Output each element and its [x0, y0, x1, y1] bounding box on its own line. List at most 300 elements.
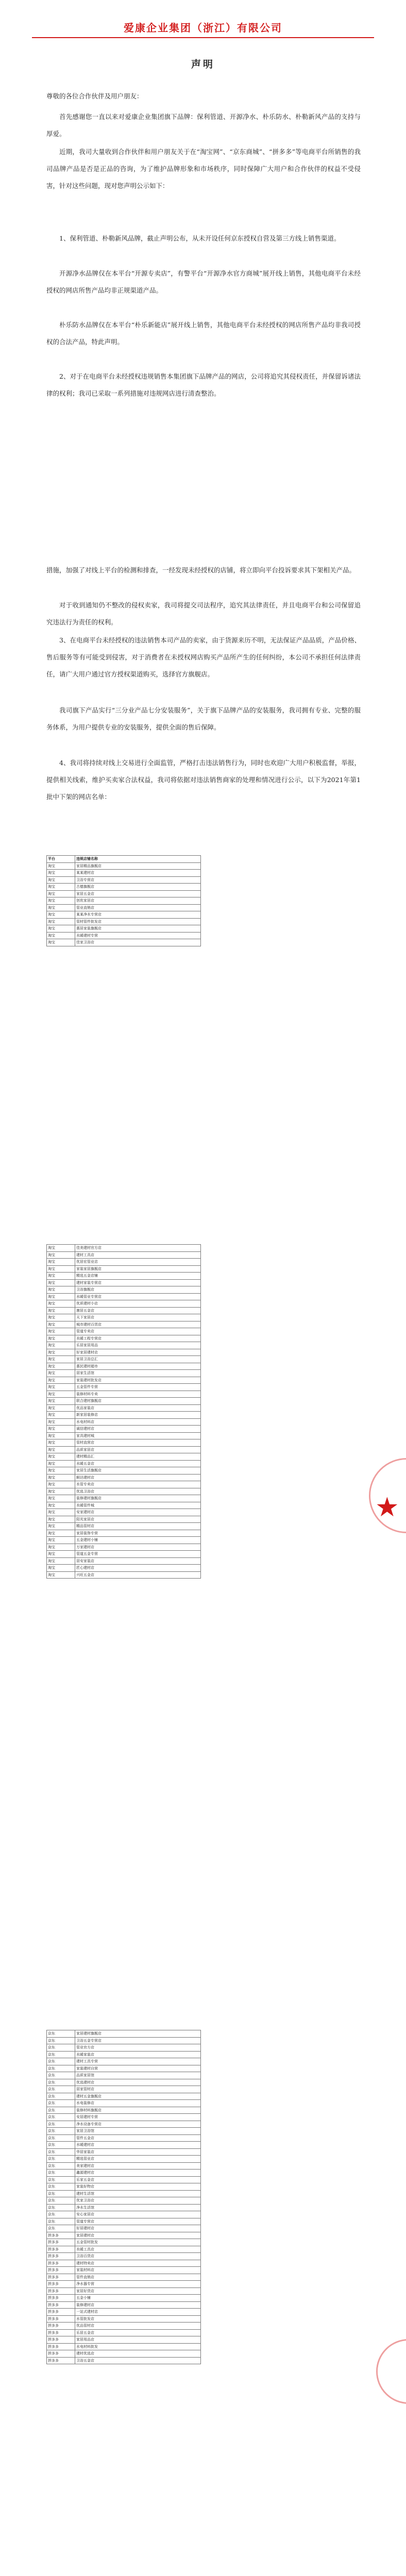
table-row — [47, 904, 201, 911]
cell-store-name: 家居五金店 — [75, 890, 201, 897]
cell-store-name: 精选五金店铺 — [75, 1273, 201, 1280]
cell-platform: 京东 — [47, 2225, 75, 2232]
cell-store-name: 居安家装店 — [75, 1557, 201, 1565]
table-row — [47, 2183, 201, 2191]
cell-store-name: 管道五金专营 — [75, 1551, 201, 1558]
cell-store-name: 管道专营店 — [75, 2218, 201, 2225]
cell-platform: 京东 — [47, 2114, 75, 2121]
cell-platform: 拼多多 — [47, 2239, 75, 2246]
closing-statement — [46, 2571, 361, 2576]
cell-store-name: 建材工具专营 — [75, 2058, 201, 2065]
cell-store-name: 佳美建材官方店 — [75, 1245, 201, 1252]
cell-store-name: 佳家卫浴店 — [75, 939, 201, 946]
cell-store-name: 天下家居店 — [75, 1314, 201, 1321]
cell-platform: 京东 — [47, 2197, 75, 2205]
cell-store-name: 家居装饰专营 — [75, 1530, 201, 1537]
cell-platform: 淘宝 — [47, 1265, 75, 1273]
cell-store-name: 管业直销店 — [75, 904, 201, 911]
cell-platform: 淘宝 — [47, 1565, 75, 1572]
offender-table-3 — [46, 2030, 201, 2364]
table-row — [47, 1502, 201, 1509]
cell-store-name: 五金管材批发 — [75, 2239, 201, 2246]
table-row — [47, 884, 201, 891]
table-row — [47, 1293, 201, 1300]
table-header-row — [47, 856, 201, 863]
cell-store-name: 水暖工程专营店 — [75, 1335, 201, 1342]
cell-platform: 淘宝 — [47, 1251, 75, 1259]
cell-platform: 淘宝 — [47, 1571, 75, 1579]
cell-platform: 淘宝 — [47, 1307, 75, 1314]
cell-store-name: 居家生活馆 — [75, 1370, 201, 1377]
paragraph-10: 我司旗下产品实行“三分业产品七分安装服务”，关于旗下品牌产品的安装服务，我司拥有专业、完整的服务体系，为用户提供专业的安装服务，提供全面的售后保障。 — [46, 706, 361, 731]
cell-platform: 京东 — [47, 2121, 75, 2128]
table-row — [47, 2218, 201, 2225]
table-row — [47, 1363, 201, 1370]
cell-platform: 淘宝 — [47, 1293, 75, 1300]
paragraph-5: 朴乐防水品牌仅在本平台“朴乐新能店”展开线上销售，其他电商平台未经授权的网店所售产品均非我司授权的合法产品，特此声明。 — [46, 321, 361, 346]
table-row — [47, 1474, 201, 1481]
cell-store-name: 乐家五金店 — [75, 2176, 201, 2183]
cell-store-name: 水暖五金店 — [75, 1460, 201, 1467]
cell-store-name: 水暖管件城 — [75, 1502, 201, 1509]
table-row — [47, 2030, 201, 2038]
table-row — [47, 2079, 201, 2086]
cell-platform: 淘宝 — [47, 1335, 75, 1342]
cell-platform: 拼多多 — [47, 2260, 75, 2267]
table-row — [47, 1495, 201, 1502]
table-row — [47, 1467, 201, 1475]
cell-store-name: 惠居家装旗舰店 — [75, 925, 201, 933]
table-row — [47, 1453, 201, 1461]
cell-platform: 淘宝 — [47, 1398, 75, 1405]
table-row — [47, 2072, 201, 2079]
cell-store-name: 卫浴百货店 — [75, 2253, 201, 2260]
table-row — [47, 1335, 201, 1342]
cell-platform: 淘宝 — [47, 1363, 75, 1370]
table-row — [47, 1265, 201, 1273]
table-row — [47, 2211, 201, 2218]
cell-platform: 京东 — [47, 2176, 75, 2183]
cell-store-name: 鑫源建材店 — [75, 2170, 201, 2177]
cell-store-name: 安家建材店 — [75, 1509, 201, 1516]
paragraph-9: 3、在电商平台未经授权的违法销售本司产品的卖家，由于货源来历不明，无法保证产品品质，产品价格、售后服务等有可能受到侵害，对于消费者在未授权网店购买产品所产生的任何纠纷，本公司不承担任何法律责任，请广大用户通过官方授权渠道购买，选择官方旗舰店。 — [46, 636, 361, 678]
cell-store-name: 优选建材店 — [75, 2079, 201, 2086]
table-row — [47, 1571, 201, 1579]
cell-store-name: 好居建材店 — [75, 2225, 201, 2232]
table-row — [47, 2162, 201, 2170]
header-divider — [32, 37, 374, 38]
table-row — [47, 2142, 201, 2149]
cell-store-name: 管业官方店 — [75, 2044, 201, 2052]
table-row — [47, 2121, 201, 2128]
cell-platform: 京东 — [47, 2128, 75, 2135]
cell-platform: 拼多多 — [47, 2329, 75, 2336]
table-row — [47, 2309, 201, 2316]
cell-store-name: 建材生活馆 — [75, 2190, 201, 2197]
cell-store-name: 净水器专营 — [75, 2281, 201, 2288]
table-row — [47, 2232, 201, 2239]
cell-platform: 拼多多 — [47, 2343, 75, 2350]
cell-store-name: 一站式建材店 — [75, 2309, 201, 2316]
table-row — [47, 2044, 201, 2052]
table-row — [47, 1286, 201, 1294]
cell-store-name: 建材五金旗舰店 — [75, 2093, 201, 2100]
table-row — [47, 876, 201, 884]
table-row — [47, 1551, 201, 1558]
table-row — [47, 1418, 201, 1426]
cell-store-name: 家居精品旗舰店 — [75, 862, 201, 870]
table-row — [47, 1481, 201, 1488]
cell-store-name: 优居宏管业店 — [75, 1259, 201, 1266]
cell-platform: 淘宝 — [47, 1557, 75, 1565]
cell-platform: 拼多多 — [47, 2315, 75, 2323]
cell-store-name: 卫浴五金专营店 — [75, 2037, 201, 2044]
table-row — [47, 1439, 201, 1447]
cell-platform: 京东 — [47, 2037, 75, 2044]
cell-platform: 京东 — [47, 2142, 75, 2149]
table-row — [47, 2239, 201, 2246]
table-row — [47, 2343, 201, 2350]
cell-platform: 淘宝 — [47, 1245, 75, 1252]
cell-platform: 淘宝 — [47, 1523, 75, 1530]
cell-platform: 拼多多 — [47, 2287, 75, 2295]
table-row — [47, 1565, 201, 1572]
cell-store-name: 建材工具店 — [75, 1251, 201, 1259]
table-row — [47, 1259, 201, 1266]
cell-store-name: 水电装修店 — [75, 2100, 201, 2107]
table-row — [47, 2260, 201, 2267]
cell-platform: 淘宝 — [47, 939, 75, 946]
cell-platform: 淘宝 — [47, 1530, 75, 1537]
table-row — [47, 2295, 201, 2302]
cell-platform: 京东 — [47, 2134, 75, 2142]
cell-platform: 淘宝 — [47, 1551, 75, 1558]
cell-platform: 淘宝 — [47, 1537, 75, 1544]
cell-platform: 拼多多 — [47, 2357, 75, 2364]
cell-platform: 京东 — [47, 2162, 75, 2170]
cell-platform: 淘宝 — [47, 1259, 75, 1266]
cell-platform: 淘宝 — [47, 1273, 75, 1280]
offender-table-1 — [46, 855, 201, 946]
table-row — [47, 2190, 201, 2197]
table-row — [47, 1377, 201, 1384]
cell-store-name: 某某建材店 — [75, 870, 201, 877]
cell-store-name: 匠心建材店 — [75, 1565, 201, 1572]
cell-store-name: 卫浴旗舰店 — [75, 1286, 201, 1294]
cell-platform: 淘宝 — [47, 862, 75, 870]
cell-platform: 京东 — [47, 2093, 75, 2100]
cell-platform: 京东 — [47, 2030, 75, 2038]
table-row — [47, 1557, 201, 1565]
paragraph-6: 2、对于在电商平台未经授权违规销售本集团旗下品牌产品的网店，公司将追究其侵权责任，并保留诉诸法律的权利；我司已采取一系列措施对违规网店进行清查整治。 — [46, 372, 361, 397]
cell-platform: 拼多多 — [47, 2323, 75, 2330]
cell-store-name: 乐居五金店 — [75, 2329, 201, 2336]
cell-store-name: 建材优选店 — [75, 2350, 201, 2358]
cell-platform: 拼多多 — [47, 2267, 75, 2274]
cell-platform: 淘宝 — [47, 1314, 75, 1321]
cell-platform: 淘宝 — [47, 1467, 75, 1475]
table-row — [47, 2329, 201, 2336]
cell-platform: 淘宝 — [47, 1321, 75, 1328]
cell-platform: 京东 — [47, 2086, 75, 2093]
table-row — [47, 1349, 201, 1356]
table-row — [47, 2301, 201, 2309]
table-row — [47, 918, 201, 925]
cell-platform: 淘宝 — [47, 1460, 75, 1467]
table-row — [47, 1530, 201, 1537]
cell-platform: 淘宝 — [47, 876, 75, 884]
cell-store-name: 安居建材专营 — [75, 2114, 201, 2121]
cell-platform: 淘宝 — [47, 890, 75, 897]
cell-store-name: 水暖家装店 — [75, 2051, 201, 2058]
cell-store-name: 水电材料店 — [75, 1418, 201, 1426]
cell-platform: 京东 — [47, 2044, 75, 2052]
cell-platform: 淘宝 — [47, 1502, 75, 1509]
table-row — [47, 2114, 201, 2121]
cell-platform: 京东 — [47, 2065, 75, 2072]
cell-platform: 淘宝 — [47, 1509, 75, 1516]
table-row — [47, 2357, 201, 2364]
table-row — [47, 2315, 201, 2323]
cell-store-name: 乐居家居用品 — [75, 1342, 201, 1349]
cell-store-name: 家居建材旗舰店 — [75, 2030, 201, 2038]
cell-store-name: 万家建材店 — [75, 1544, 201, 1551]
cell-store-name: 家居生活旗舰店 — [75, 1467, 201, 1475]
cell-store-name: 品质家居馆 — [75, 2072, 201, 2079]
cell-store-name: 家装家居旗舰店 — [75, 1265, 201, 1273]
table-row — [47, 2058, 201, 2065]
cell-platform: 淘宝 — [47, 884, 75, 891]
table-row — [47, 1398, 201, 1405]
table-row — [47, 1412, 201, 1419]
cell-store-name: 兴旺五金店 — [75, 1571, 201, 1579]
cell-platform: 淘宝 — [47, 1432, 75, 1439]
cell-platform: 淘宝 — [47, 911, 75, 919]
table-row — [47, 897, 201, 905]
table-row — [47, 2287, 201, 2295]
cell-store-name: 管件五金店 — [75, 2134, 201, 2142]
cell-platform: 京东 — [47, 2051, 75, 2058]
cell-store-name: 优品家装店 — [75, 1404, 201, 1412]
cell-platform: 京东 — [47, 2100, 75, 2107]
cell-store-name: 水暖管业专营店 — [75, 1293, 201, 1300]
cell-store-name: 顺达建材店 — [75, 1474, 201, 1481]
table-row — [47, 1251, 201, 1259]
cell-platform: 淘宝 — [47, 1328, 75, 1335]
cell-platform: 拼多多 — [47, 2295, 75, 2302]
cell-platform: 京东 — [47, 2204, 75, 2211]
cell-store-name: 创优家居店 — [75, 897, 201, 905]
table-row — [47, 939, 201, 946]
cell-store-name: 品质家居店 — [75, 1446, 201, 1453]
cell-platform: 拼多多 — [47, 2336, 75, 2344]
cell-platform: 淘宝 — [47, 1481, 75, 1488]
cell-store-name: 净水设备专营店 — [75, 2121, 201, 2128]
cell-platform: 淘宝 — [47, 932, 75, 939]
cell-platform: 拼多多 — [47, 2301, 75, 2309]
cell-store-name: 装修建材店 — [75, 2301, 201, 2309]
cell-store-name: 管件直销店 — [75, 2274, 201, 2281]
cell-platform: 淘宝 — [47, 1356, 75, 1363]
header-platform: 平台 — [47, 856, 75, 863]
cell-platform: 淘宝 — [47, 1412, 75, 1419]
cell-platform: 淘宝 — [47, 1474, 75, 1481]
cell-store-name: 家居用品店 — [75, 2336, 201, 2344]
table-row — [47, 2065, 201, 2072]
paragraph-7: 措施，加强了对线上平台的检测和排查，一经发现未经授权的店铺，将立即向平台投诉要求其下架相关产品。 — [46, 566, 356, 574]
cell-store-name: 五金管件专营 — [75, 1384, 201, 1391]
cell-platform: 淘宝 — [47, 1300, 75, 1308]
cell-platform: 京东 — [47, 2079, 75, 2086]
table-row — [47, 2253, 201, 2260]
cell-platform: 京东 — [47, 2170, 75, 2177]
cell-store-name: 净水生活馆 — [75, 2204, 201, 2211]
table-row — [47, 2274, 201, 2281]
cell-platform: 淘宝 — [47, 1377, 75, 1384]
cell-platform: 淘宝 — [47, 1439, 75, 1447]
table-row — [47, 1523, 201, 1530]
table-row — [47, 2336, 201, 2344]
cell-store-name: 水电材料批发 — [75, 2343, 201, 2350]
table-row — [47, 2148, 201, 2156]
cell-store-name: 水管批发店 — [75, 2315, 201, 2323]
cell-store-name: 优家卫浴店 — [75, 2197, 201, 2205]
cell-platform: 淘宝 — [47, 1488, 75, 1495]
paragraph-3: 1、保利管道、朴勒新风品牌，截止声明公布，从未开设任何京东授权自营及第三方线上销售渠道。 — [59, 234, 341, 242]
cell-platform: 淘宝 — [47, 925, 75, 933]
table-row — [47, 1356, 201, 1363]
cell-platform: 淘宝 — [47, 1446, 75, 1453]
cell-platform: 淘宝 — [47, 918, 75, 925]
cell-store-name: 安心家居店 — [75, 2211, 201, 2218]
cell-platform: 京东 — [47, 2211, 75, 2218]
table-row — [47, 1273, 201, 1280]
table-row — [47, 2170, 201, 2177]
cell-store-name: 精品管材店 — [75, 1523, 201, 1530]
table-row — [47, 1245, 201, 1252]
table-row — [47, 1404, 201, 1412]
table-row — [47, 2093, 201, 2100]
cell-store-name: 康居五金店 — [75, 1307, 201, 1314]
cell-platform: 淘宝 — [47, 1418, 75, 1426]
table-row — [47, 1328, 201, 1335]
cell-store-name: 水暖建材专营 — [75, 932, 201, 939]
table-row — [47, 1516, 201, 1523]
header-store: 违规店铺名称 — [75, 856, 201, 863]
table-row — [47, 1544, 201, 1551]
offender-table-2 — [46, 1244, 201, 1579]
table-row — [47, 1460, 201, 1467]
table-row — [47, 932, 201, 939]
table-row — [47, 2225, 201, 2232]
cell-store-name: 管材直营店 — [75, 1439, 201, 1447]
paragraph-11: 4、我司将持续对线上交易进行全面监管，严格打击违法销售行为，同时也欢迎广大用户积极监督，举报，提供相关线索，维护买卖家合法权益，我司将依据对违法销售商家的处理和情况进行公示，以下为2021年第1批中下架的网店名单： — [46, 759, 361, 801]
cell-platform: 京东 — [47, 2156, 75, 2163]
cell-store-name: 管道专卖店 — [75, 1328, 201, 1335]
table-row — [47, 2128, 201, 2135]
cell-platform: 京东 — [47, 2218, 75, 2225]
cell-platform: 淘宝 — [47, 1516, 75, 1523]
cell-store-name: 诚信建材店 — [75, 1426, 201, 1433]
cell-store-name: 居家管材店 — [75, 2086, 201, 2093]
cell-platform: 淘宝 — [47, 897, 75, 905]
table-row — [47, 1432, 201, 1439]
cell-store-name: 五金小铺 — [75, 2295, 201, 2302]
table-row — [47, 2086, 201, 2093]
table-row — [47, 2323, 201, 2330]
cell-store-name: 家居建材店 — [75, 2232, 201, 2239]
cell-store-name: 家装好物店 — [75, 2183, 201, 2191]
cell-store-name: 卫浴五金店 — [75, 2357, 201, 2364]
table-row — [47, 862, 201, 870]
paragraph-2: 近期，我司大量收到合作伙伴和用户朋友关于在“淘宝网”、“京东商城”、“拼多多”等电商平台所销售的我司品牌产品是否是正品的咨询，为了维护品牌形象和市场秩序，同时保障广大用户和合作伙伴的权益不受侵害，针对这些问题，现对您声明公示如下： — [46, 148, 361, 190]
table-row — [47, 1509, 201, 1516]
cell-store-name: 阳光家居店 — [75, 1516, 201, 1523]
table-row — [47, 2051, 201, 2058]
cell-store-name: 建材特卖店 — [75, 2260, 201, 2267]
cell-platform: 淘宝 — [47, 1426, 75, 1433]
cell-store-name: 城市建材百货店 — [75, 1321, 201, 1328]
cell-store-name: 优选卫浴店 — [75, 1488, 201, 1495]
table-row — [47, 2134, 201, 2142]
cell-platform: 拼多多 — [47, 2246, 75, 2253]
table-row — [47, 2100, 201, 2107]
cell-store-name: 水管专卖店 — [75, 1481, 201, 1488]
table-row — [47, 2204, 201, 2211]
table-row — [47, 1446, 201, 1453]
cell-platform: 淘宝 — [47, 1349, 75, 1356]
table-row — [47, 1488, 201, 1495]
cell-platform: 淘宝 — [47, 904, 75, 911]
cell-store-name: 家居卫浴馆 — [75, 2128, 201, 2135]
cell-store-name: 好家居建材店 — [75, 1349, 201, 1356]
cell-platform: 淘宝 — [47, 1342, 75, 1349]
cell-store-name: 建材家装专营店 — [75, 1279, 201, 1286]
cell-store-name: 新家居装修店 — [75, 1412, 201, 1419]
table-row — [47, 1384, 201, 1391]
cell-platform: 淘宝 — [47, 1370, 75, 1377]
cell-platform: 拼多多 — [47, 2309, 75, 2316]
cell-platform: 京东 — [47, 2072, 75, 2079]
cell-platform: 拼多多 — [47, 2232, 75, 2239]
table-row — [47, 1307, 201, 1314]
table-row — [47, 2267, 201, 2274]
cell-store-name: 惠民建材超市 — [75, 1363, 201, 1370]
seal-fragment-lower — [376, 2339, 406, 2404]
cell-store-name: 家居卫浴总汇 — [75, 1356, 201, 1363]
cell-platform: 京东 — [47, 2190, 75, 2197]
cell-store-name: 装修材料旗舰店 — [75, 2107, 201, 2114]
cell-store-name: 建材精品汇 — [75, 1453, 201, 1461]
cell-store-name: 五金建材小铺 — [75, 1537, 201, 1544]
table-row — [47, 870, 201, 877]
cell-store-name: 家装材料店 — [75, 2267, 201, 2274]
cell-store-name: 精选管业店 — [75, 2156, 201, 2163]
table-row — [47, 1321, 201, 1328]
cell-store-name: 联合建材旗舰店 — [75, 1398, 201, 1405]
cell-platform: 淘宝 — [47, 1384, 75, 1391]
table-row — [47, 1300, 201, 1308]
cell-store-name: 优质建材小店 — [75, 1300, 201, 1308]
table-row — [47, 1370, 201, 1377]
cell-platform: 拼多多 — [47, 2350, 75, 2358]
table-row — [47, 925, 201, 933]
table-row — [47, 2107, 201, 2114]
seal-star-icon: ★ — [375, 1492, 399, 1523]
cell-platform: 京东 — [47, 2183, 75, 2191]
cell-store-name: 华居家装店 — [75, 2148, 201, 2156]
cell-store-name: 家居好货店 — [75, 2287, 201, 2295]
